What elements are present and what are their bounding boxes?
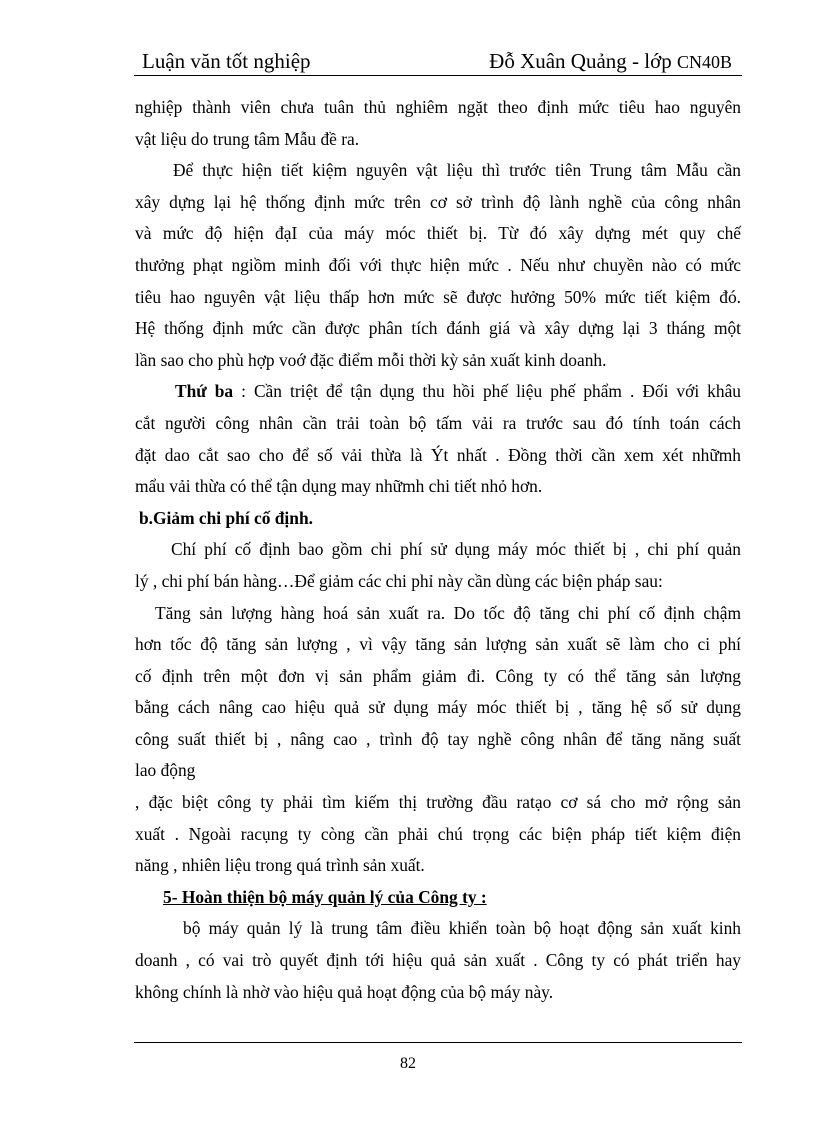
paragraph-line: mẩu vải thừa có thể tận dụng may nhữmh chi tiết nhỏ hơn. <box>135 476 543 497</box>
paragraph-line: cắt người công nhân cần trải toàn bộ tấm vải ra trước sau đó tính toán cách <box>135 412 741 433</box>
paragraph-line: nghiệp thành viên chưa tuân thủ nghiêm ngặt theo định mức tiêu hao nguyên <box>135 97 741 117</box>
thu-ba-text: : Cần triệt để tận dụng thu hồi phế liệu phế phẩm . Đối với khâu <box>233 381 741 402</box>
paragraph-line: Để thực hiện tiết kiệm nguyên vật liệu thì trước tiên Trung tâm Mẫu cần <box>173 160 741 181</box>
paragraph-line: cố định trên một đơn vị sản phẩm giảm đi. Công ty có thể tăng sản lượng <box>135 665 741 686</box>
paragraph-line: hơn tốc độ tăng sản lượng , vì vậy tăng sản lượng sản xuất sẽ làm cho ci phí <box>135 634 741 655</box>
paragraph-line: lần sao cho phù hợp voớ đặc điểm mỗi thời kỳ sản xuất kinh doanh. <box>135 349 607 370</box>
paragraph-line: năng , nhiên liệu trong quá trình sản xuất. <box>135 855 425 876</box>
paragraph-line: bằng cách nâng cao hiệu quả sử dụng máy móc thiết bị , tăng hệ số sử dụng <box>135 697 741 718</box>
paragraph-line: Hệ thống định mức cần được phân tích đánh giá và xây dựng lại 3 tháng một <box>135 318 741 339</box>
paragraph-line: Tăng sản lượng hàng hoá sản xuất ra. Do tốc độ tăng chi phí cố định chậm <box>155 602 741 623</box>
body-text <box>135 92 741 1008</box>
paragraph-line: xuất . Ngoài racụng ty còng cần phải chú trọng các biện pháp tiết kiệm điện <box>135 823 741 844</box>
paragraph-line: lao động <box>135 760 196 781</box>
page-number: 82 <box>400 1055 416 1072</box>
paragraph-line: , đặc biệt công ty phải tìm kiếm thị trường đầu ratạo cơ sá cho mở rộng sản <box>135 792 741 813</box>
paragraph-line: xây dựng lại hệ thống định mức trên cơ sở trình độ lành nghề của công nhân <box>135 191 741 212</box>
paragraph-line: đặt dao cắt sao cho để số vải thừa là Ýt nhất . Đồng thời cần xem xét nhữmh <box>135 444 741 465</box>
section-heading-b: b.Giảm chi phí cố định. <box>139 507 313 528</box>
paragraph-line: và mức độ hiện đạI của máy móc thiết bị. Từ đó xây dựng mét quy chế <box>135 223 741 244</box>
paragraph-line: vật liệu do trung tâm Mẫu đề ra. <box>135 128 360 149</box>
paragraph-line: thưởng phạt ngiồm minh đối với thực hiện mức . Nếu như chuyền nào có mức <box>135 254 741 275</box>
footer-divider <box>134 1042 742 1043</box>
paragraph-line: doanh , có vai trò quyết định tới hiệu quả sản xuất . Công ty có phát triển hay <box>135 950 741 971</box>
page-header <box>134 45 742 76</box>
header-author-name: Đỗ Xuân Quảng - lớp <box>489 49 672 73</box>
thu-ba-label: Thứ ba <box>175 381 234 402</box>
header-thesis-title: Luận văn tốt nghiệp <box>142 49 311 73</box>
paragraph-line: bộ máy quản lý là trung tâm điều khiển toàn bộ hoạt động sản xuất kinh <box>183 918 741 939</box>
paragraph-line: Chí phí cố định bao gồm chi phí sử dụng máy móc thiết bị , chi phí quản <box>171 539 741 560</box>
paragraph-line: không chính là nhờ vào hiệu quả hoạt động của bộ máy này. <box>135 981 554 1002</box>
section-heading-5: 5- Hoàn thiện bộ máy quản lý của Công ty : <box>163 886 487 907</box>
paragraph-line: công suất thiết bị , nâng cao , trình độ tay nghề công nhân để tăng năng suất <box>135 728 741 749</box>
header-class: CN40B <box>676 52 732 72</box>
paragraph-line: lý , chi phí bán hàng…Để giảm các chi phỉ này cần dùng các biện pháp sau: <box>135 570 663 591</box>
header-author <box>489 49 732 74</box>
paragraph-line: tiêu hao nguyên vật liệu thấp hơn mức sẽ được hưởng 50% mức tiết kiệm đó. <box>135 286 741 307</box>
paragraph-line-thu-ba <box>135 376 741 408</box>
